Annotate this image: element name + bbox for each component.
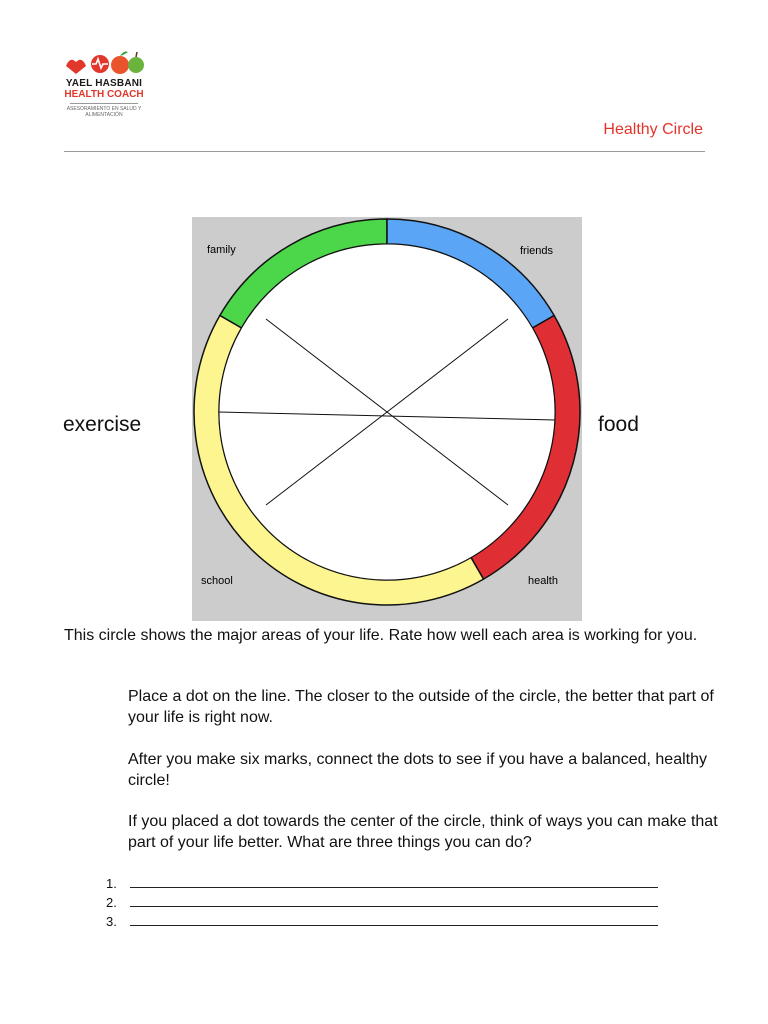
intro-text: This circle shows the major areas of your life. Rate how well each area is working for you. (64, 627, 698, 644)
answer-number: 2. (106, 895, 117, 910)
answer-number: 3. (106, 914, 117, 929)
answer-row (106, 891, 666, 910)
label-school: school (201, 575, 233, 587)
logo-divider (70, 103, 138, 104)
label-health: health (528, 575, 558, 587)
brand-logo (60, 46, 148, 130)
answer-row (106, 872, 666, 891)
instruction-step-2: After you make six marks, connect the dots to see if you have a balanced, healthy circle! (128, 751, 707, 789)
label-family: family (207, 244, 236, 256)
logo-fruit-icon (60, 46, 148, 78)
label-food: food (598, 413, 639, 436)
logo-name: YAEL HASBANI (65, 78, 143, 89)
logo-subtitle: HEALTH COACH (64, 89, 144, 100)
answer-line[interactable] (130, 913, 658, 926)
answer-list (106, 872, 666, 929)
answer-number: 1. (106, 876, 117, 891)
header-divider (64, 151, 705, 152)
instruction-step-1: Place a dot on the line. The closer to the outside of the circle, the better that part of your life is right now. (128, 688, 714, 726)
healthy-circle-wheel (192, 217, 582, 621)
answer-line[interactable] (130, 894, 658, 907)
label-exercise: exercise (63, 413, 142, 436)
page-title: Healthy Circle (603, 121, 703, 138)
instruction-step-3: If you placed a dot towards the center of the circle, think of ways you can make that part of your life better. What are three things you can do? (128, 813, 718, 851)
logo-tagline: ASESORAMIENTO EN SALUD Y ALIMENTACIÓN (66, 106, 142, 118)
label-friends: friends (520, 245, 554, 257)
answer-line[interactable] (130, 875, 658, 888)
answer-row (106, 910, 666, 929)
